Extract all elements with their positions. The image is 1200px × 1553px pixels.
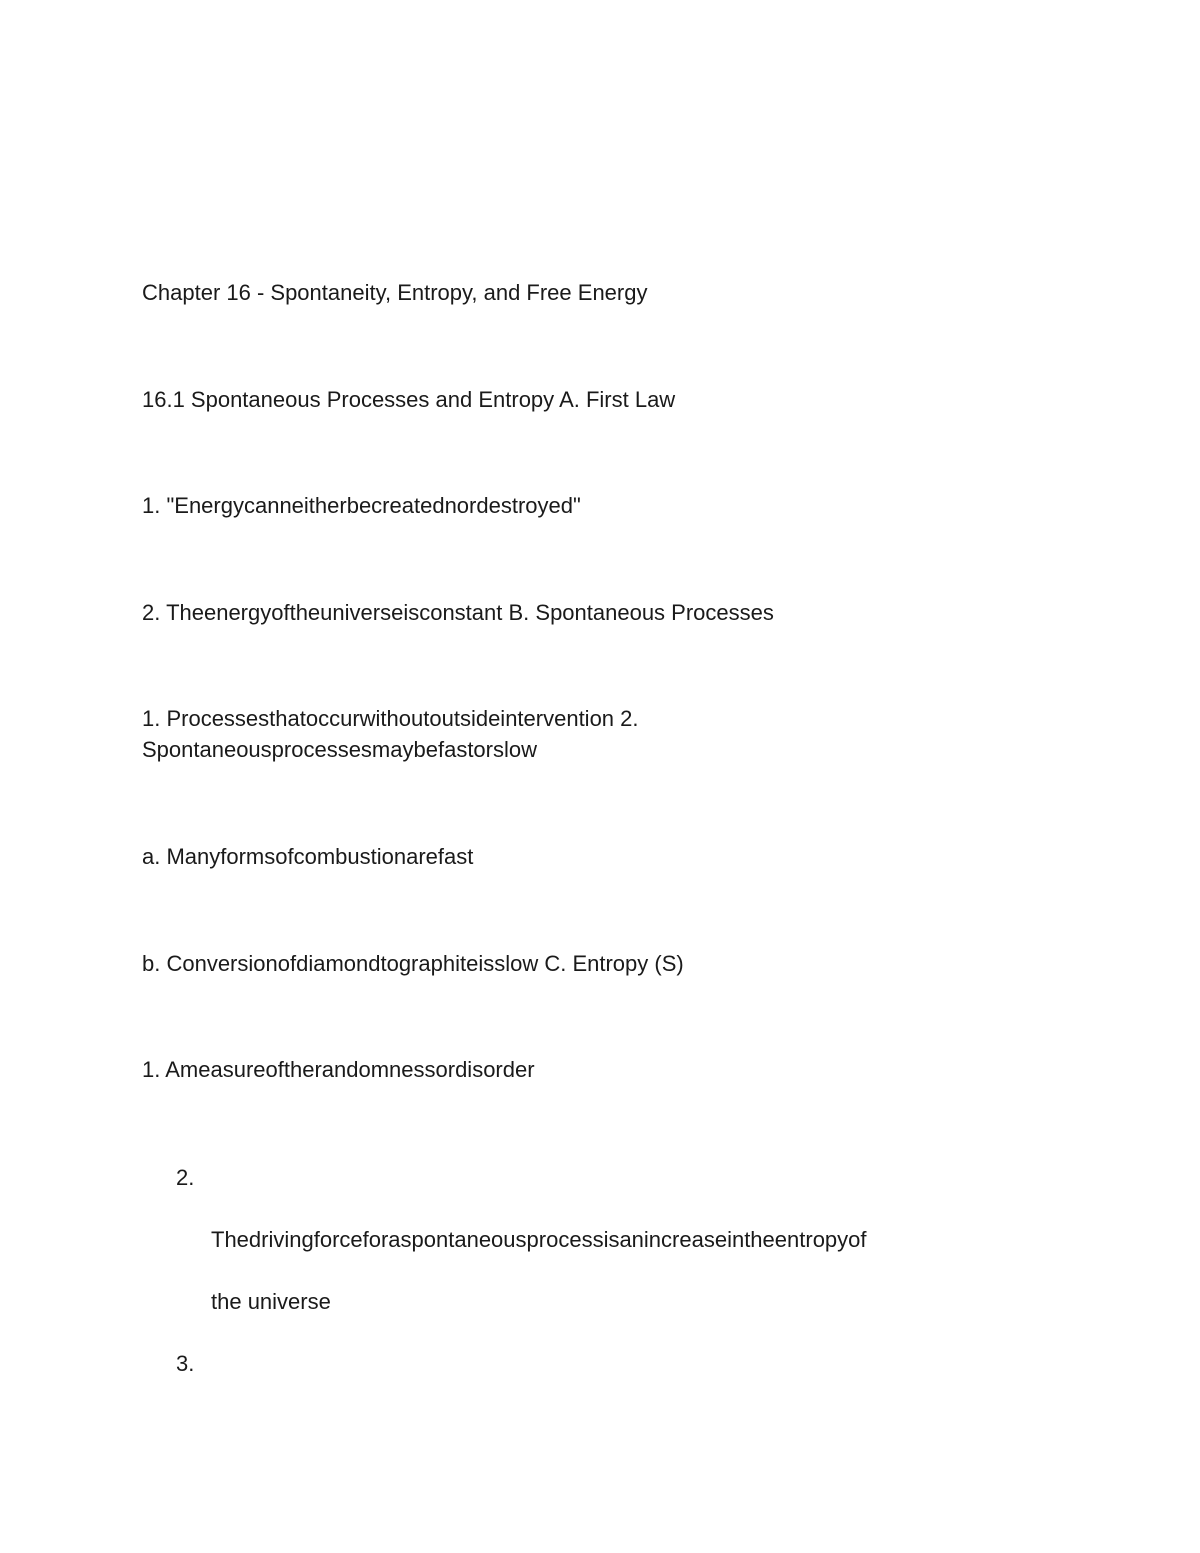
list-number-entropy-3: 3.: [176, 1351, 195, 1376]
chapter-title: Chapter 16 - Spontaneity, Entropy, and Free Energy: [142, 280, 648, 305]
list-item-entropy-2-line1: Thedrivingforceforaspontaneousprocessisanincreaseintheentropyof: [211, 1227, 867, 1252]
list-item-entropy-2-line2: the universe: [211, 1289, 331, 1314]
list-number-entropy-2: 2.: [176, 1165, 195, 1190]
list-item-first-law-1: 1. "Energycanneitherbecreatednordestroyed": [142, 493, 581, 518]
list-item-spontaneous-b: b. Conversionofdiamondtographiteisslow C. Entropy (S): [142, 951, 684, 976]
list-item-spontaneous-a: a. Manyformsofcombustionarefast: [142, 844, 474, 869]
list-item-entropy-1: 1. Ameasureoftherandomnessordisorder: [142, 1057, 535, 1082]
section-heading-16-1: 16.1 Spontaneous Processes and Entropy A. First Law: [142, 387, 676, 412]
list-item-spontaneous-1-line1: 1. Processesthatoccurwithoutoutsideintervention 2.: [142, 706, 639, 731]
list-item-first-law-2: 2. Theenergyoftheuniverseisconstant B. Spontaneous Processes: [142, 600, 774, 625]
list-item-spontaneous-1-line2: Spontaneousprocessesmaybefastorslow: [142, 737, 538, 762]
